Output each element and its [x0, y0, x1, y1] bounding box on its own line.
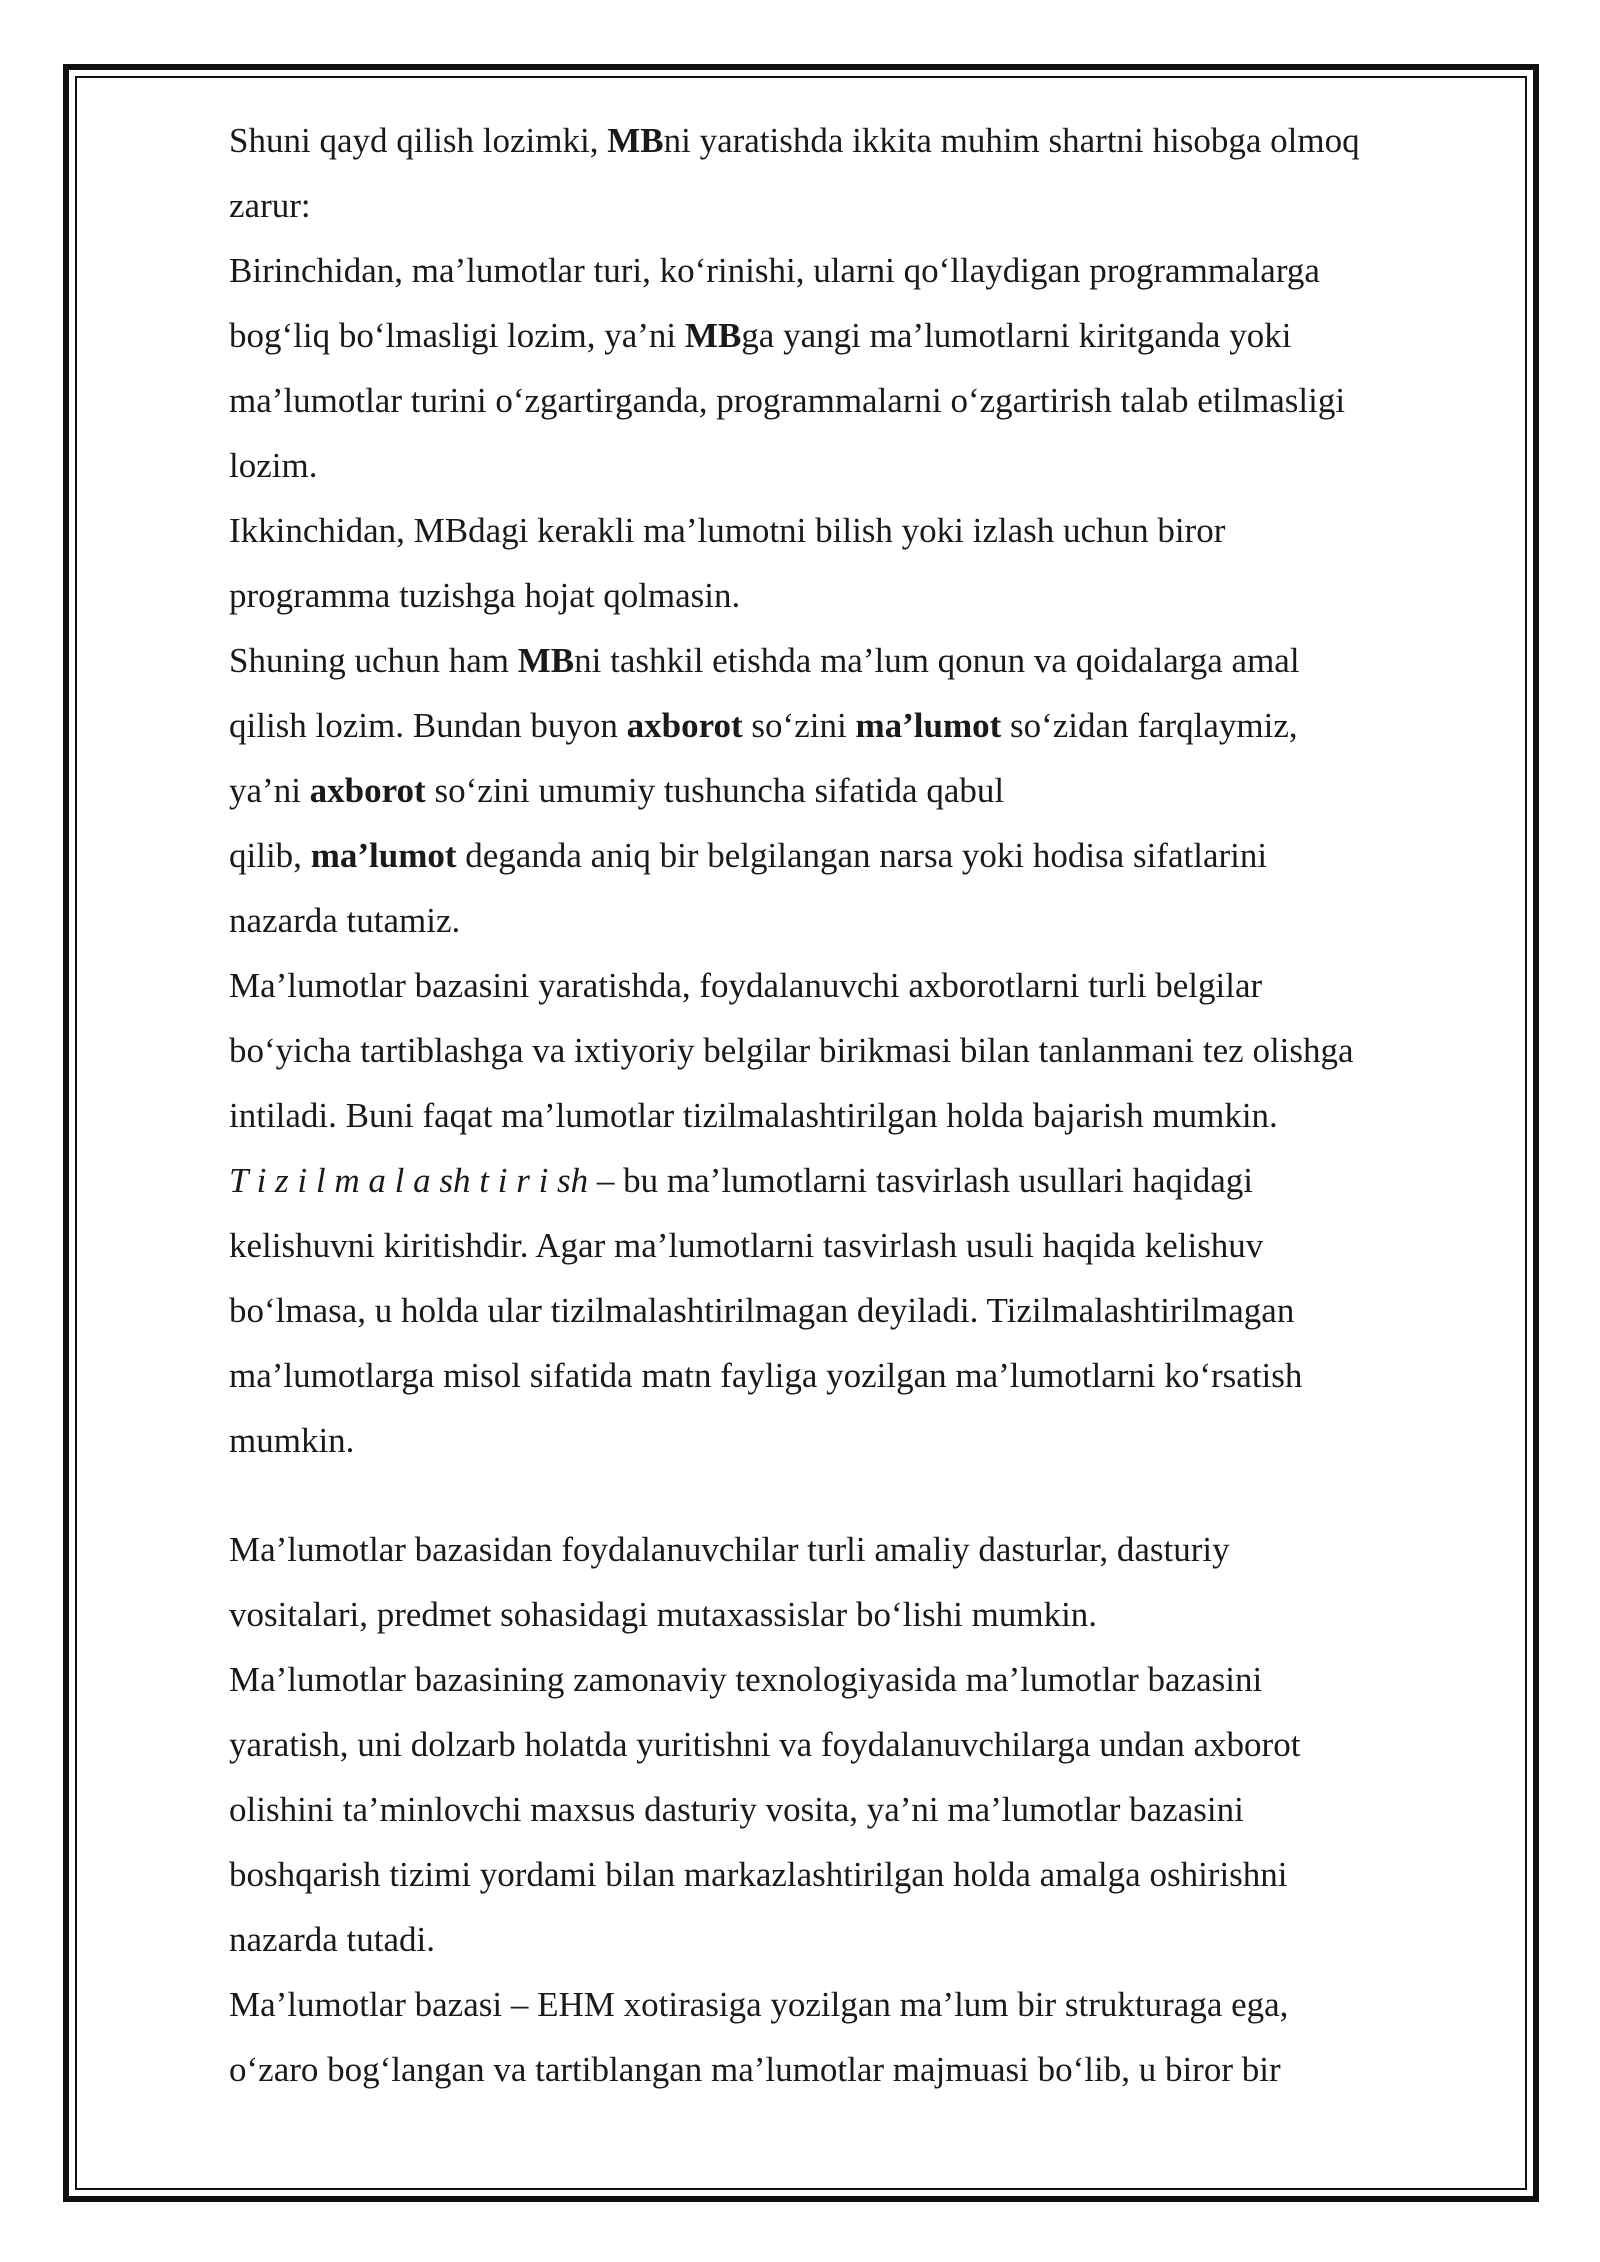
text-line: [229, 433, 1469, 498]
text-line: [229, 1083, 1469, 1148]
document-body: [229, 108, 1469, 2102]
text-run: – bu ma’lumotlarni tasvirlash usullari haqidagi: [588, 1161, 1254, 1200]
text-run: yaratish, uni dolzarb holatda yuritishni va foydalanuvchilarga undan axborot: [229, 1725, 1301, 1764]
text-run: vositalari, predmet sohasidagi mutaxassislar bo‘lishi mumkin.: [229, 1595, 1098, 1634]
text-run: deganda aniq bir belgilangan narsa yoki hodisa sifatlarini: [456, 836, 1268, 875]
text-run: bog‘liq bo‘lmasligi lozim, ya’ni: [229, 316, 685, 355]
text-run: so‘zini: [742, 706, 856, 745]
text-run: lozim.: [229, 446, 318, 485]
text-run: qilib,: [229, 836, 311, 875]
text-line: [229, 1148, 1469, 1213]
text-run: ya’ni: [229, 771, 310, 810]
text-run: bo‘yicha tartiblashga va ixtiyoriy belgilar birikmasi bilan tanlanmani tez olishga: [229, 1031, 1354, 1070]
text-run: intiladi. Buni faqat ma’lumotlar tizilmalashtirilgan holda bajarish mumkin.: [229, 1096, 1278, 1135]
text-run: Ma’lumotlar bazasi – EHM xotirasiga yozilgan ma’lum bir strukturaga ega,: [229, 1985, 1289, 2024]
text-run: Ma’lumotlar bazasining zamonaviy texnologiyasida ma’lumotlar bazasini: [229, 1660, 1263, 1699]
text-line: [229, 953, 1469, 1018]
text-run: kelishuvni kiritishdir. Agar ma’lumotlarni tasvirlash usuli haqida kelishuv: [229, 1226, 1264, 1265]
text-line: [229, 1777, 1469, 1842]
text-line: [229, 823, 1469, 888]
text-run: Ma’lumotlar bazasidan foydalanuvchilar turli amaliy dasturlar, dasturiy: [229, 1530, 1230, 1569]
text-run: Shuni qayd qilish lozimki,: [229, 121, 608, 160]
text-run: ma’lumotlarga misol sifatida matn fayliga yozilgan ma’lumotlarni ko‘rsatish: [229, 1356, 1303, 1395]
bold-term: MB: [517, 641, 575, 680]
paragraph-gap: [229, 1473, 1469, 1517]
text-run: nazarda tutamiz.: [229, 901, 461, 940]
text-run: ga yangi ma’lumotlarni kiritganda yoki: [741, 316, 1292, 355]
bold-term: MB: [607, 121, 664, 160]
text-run: nazarda tutadi.: [229, 1920, 436, 1959]
bold-term: axborot: [626, 706, 743, 745]
text-run: so‘zidan farqlaymiz,: [1001, 706, 1298, 745]
text-line: [229, 238, 1469, 303]
text-line: [229, 628, 1469, 693]
text-run: bo‘lmasa, u holda ular tizilmalashtirilmagan deyiladi. Tizilmalashtirilmagan: [229, 1291, 1295, 1330]
bold-term: ma’lumot: [310, 836, 457, 875]
text-run: Ikkinchidan, MBdagi kerakli ma’lumotni bilish yoki izlash uchun biror: [229, 511, 1226, 550]
text-run: boshqarish tizimi yordami bilan markazlashtirilgan holda amalga oshirishni: [229, 1855, 1288, 1894]
text-line: [229, 1018, 1469, 1083]
text-line: [229, 1213, 1469, 1278]
text-line: [229, 2037, 1469, 2102]
text-run: ni yaratishda ikkita muhim shartni hisobga olmoq: [663, 121, 1360, 160]
text-line: [229, 368, 1469, 433]
text-line: [229, 498, 1469, 563]
bold-term: axborot: [309, 771, 426, 810]
text-line: [229, 888, 1469, 953]
text-run: o‘zaro bog‘langan va tartiblangan ma’lumotlar majmuasi bo‘lib, u biror bir: [229, 2050, 1281, 2089]
text-line: [229, 303, 1469, 368]
text-line: [229, 108, 1469, 173]
text-line: [229, 693, 1469, 758]
text-line: [229, 563, 1469, 628]
text-run: Ma’lumotlar bazasini yaratishda, foydalanuvchi axborotlarni turli belgilar: [229, 966, 1263, 1005]
text-line: [229, 1647, 1469, 1712]
text-run: olishini ta’minlovchi maxsus dasturiy vosita, ya’ni ma’lumotlar bazasini: [229, 1790, 1244, 1829]
text-run: programma tuzishga hojat qolmasin.: [229, 576, 741, 615]
text-line: [229, 1517, 1469, 1582]
text-line: [229, 1582, 1469, 1647]
text-run: mumkin.: [229, 1421, 355, 1460]
text-line: [229, 1972, 1469, 2037]
text-run: zarur:: [229, 186, 311, 225]
text-line: [229, 1343, 1469, 1408]
text-run: Shuning uchun ham: [229, 641, 518, 680]
italic-term: T i z i l m a l a sh t i r i sh: [229, 1161, 589, 1200]
text-run: qilish lozim. Bundan buyon: [229, 706, 627, 745]
text-run: ma’lumotlar turini o‘zgartirganda, programmalarni o‘zgartirish talab etilmasligi: [229, 381, 1346, 420]
text-run: so‘zini umumiy tushuncha sifatida qabul: [425, 771, 1005, 810]
text-run: ni tashkil etishda ma’lum qonun va qoidalarga amal: [574, 641, 1300, 680]
text-line: [229, 1408, 1469, 1473]
text-line: [229, 1907, 1469, 1972]
text-run: Birinchidan, ma’lumotlar turi, ko‘rinishi, ularni qo‘llaydigan programmalarga: [229, 251, 1320, 290]
text-line: [229, 1712, 1469, 1777]
bold-term: ma’lumot: [855, 706, 1002, 745]
bold-term: MB: [684, 316, 742, 355]
text-line: [229, 1842, 1469, 1907]
text-line: [229, 758, 1469, 823]
text-line: [229, 1278, 1469, 1343]
text-line: [229, 173, 1469, 238]
